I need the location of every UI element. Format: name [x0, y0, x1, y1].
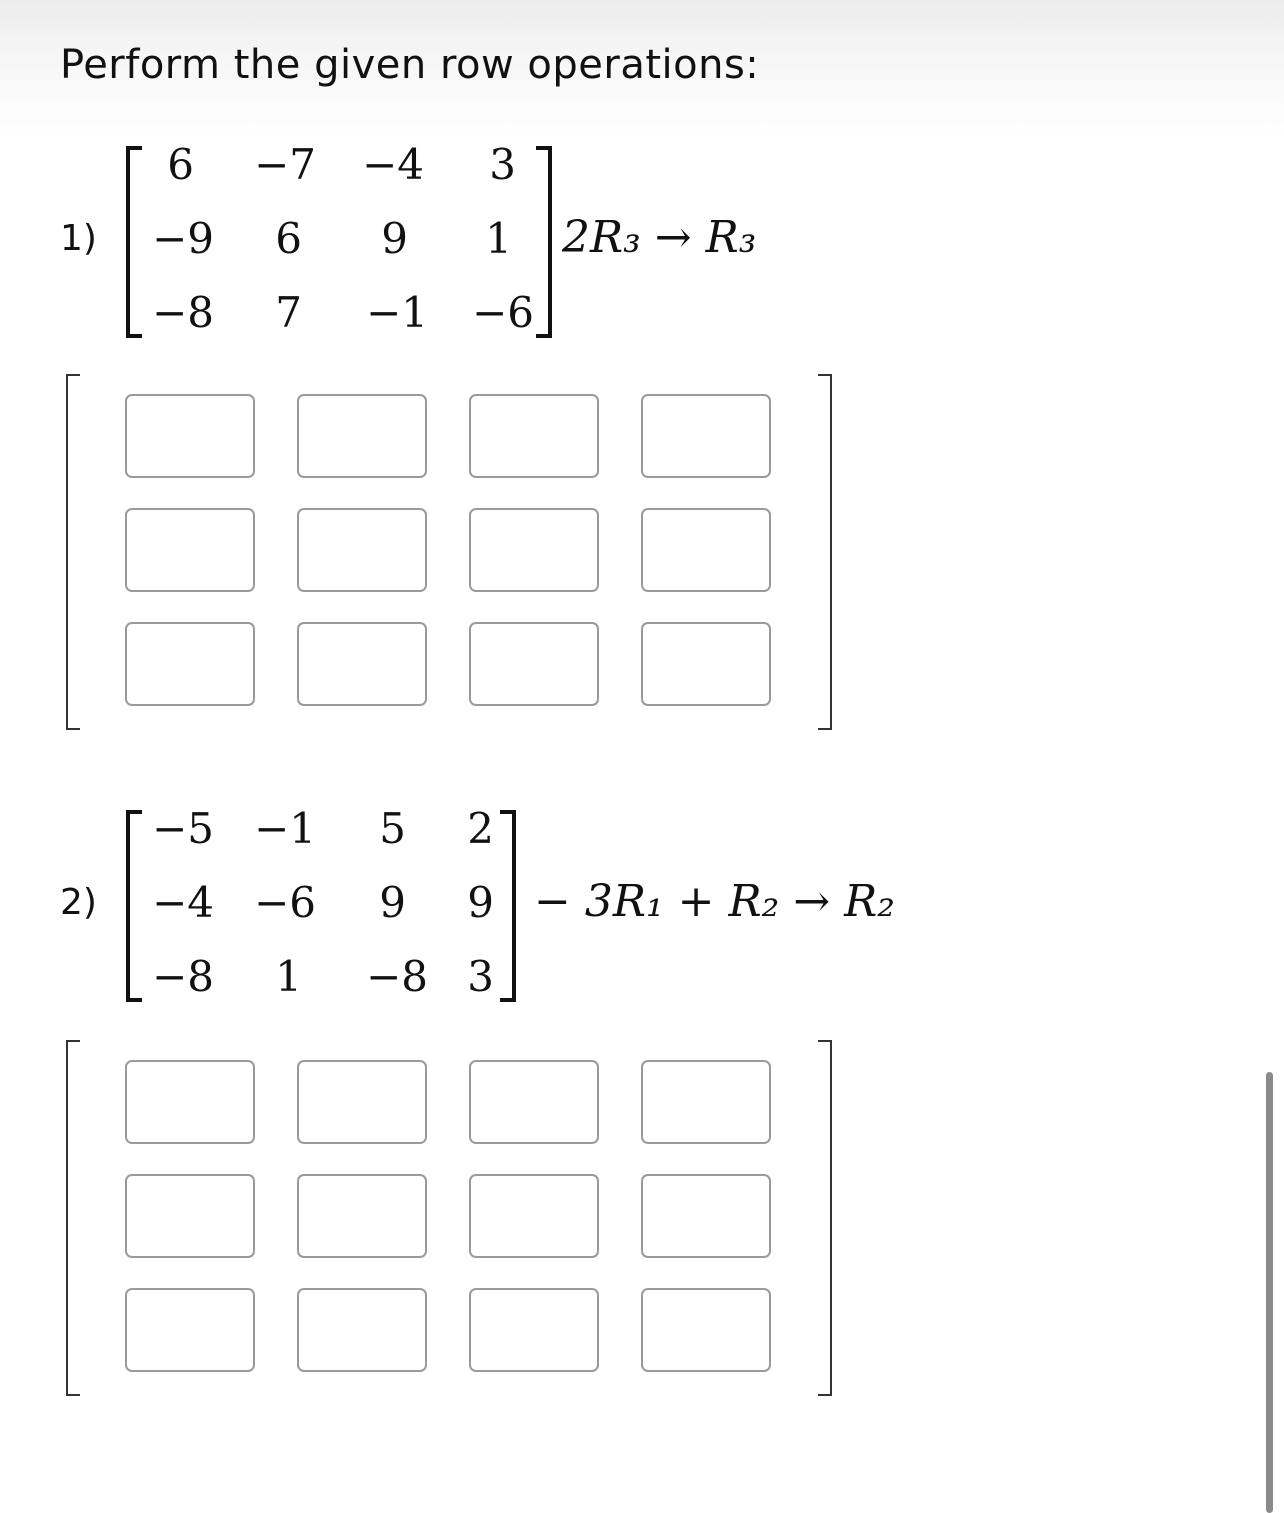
p1-answer-r2c4[interactable] [641, 508, 771, 592]
p1-entry-r1c1: 6 [167, 140, 194, 189]
p1-entry-r1c2: −7 [254, 140, 316, 189]
p1-answer-r2c1[interactable] [125, 508, 255, 592]
p1-answer-r1c1[interactable] [125, 394, 255, 478]
p2-answer-r2c3[interactable] [469, 1174, 599, 1258]
p2-answer-r3c3[interactable] [469, 1288, 599, 1372]
p2-answer-r3c4[interactable] [641, 1288, 771, 1372]
p2-answer-r1c1[interactable] [125, 1060, 255, 1144]
p1-answer-r3c1[interactable] [125, 622, 255, 706]
problem-1-operation: 2R₃ → R₃ [562, 212, 757, 263]
p1-entry-r2c2: 6 [275, 214, 302, 263]
p1-entry-r2c4: 1 [485, 214, 512, 263]
p1-answer-r3c2[interactable] [297, 622, 427, 706]
p2-answer-r2c2[interactable] [297, 1174, 427, 1258]
p1-entry-r3c3: −1 [366, 288, 428, 337]
p2-answer-r1c4[interactable] [641, 1060, 771, 1144]
p2-entry-r1c1: −5 [152, 804, 214, 853]
p2-entry-r3c3: −8 [366, 952, 428, 1001]
p1-entry-r1c3: −4 [362, 140, 424, 189]
p2-entry-r3c1: −8 [152, 952, 214, 1001]
p1-answer-r2c2[interactable] [297, 508, 427, 592]
problem-1-number: 1) [60, 218, 97, 259]
p2-answer-r1c2[interactable] [297, 1060, 427, 1144]
problem-1-matrix [126, 140, 552, 338]
p1-entry-r2c1: −9 [152, 214, 214, 263]
problem-2-operation: − 3R₁ + R₂ → R₂ [534, 876, 895, 927]
p2-entry-r3c4: 3 [467, 952, 494, 1001]
p1-answer-r2c3[interactable] [469, 508, 599, 592]
p2-entry-r1c2: −1 [254, 804, 316, 853]
vertical-scrollbar-thumb[interactable] [1266, 1072, 1273, 1513]
p1-answer-r1c4[interactable] [641, 394, 771, 478]
p1-answer-r3c3[interactable] [469, 622, 599, 706]
problem-2-number: 2) [60, 882, 97, 923]
p2-answer-r2c4[interactable] [641, 1174, 771, 1258]
p2-entry-r2c4: 9 [467, 878, 494, 927]
p1-answer-r3c4[interactable] [641, 622, 771, 706]
p1-entry-r2c3: 9 [381, 214, 408, 263]
p2-answer-r2c1[interactable] [125, 1174, 255, 1258]
p2-answer-r3c2[interactable] [297, 1288, 427, 1372]
p2-entry-r1c3: 5 [379, 804, 406, 853]
p2-entry-r2c2: −6 [254, 878, 316, 927]
p2-entry-r2c1: −4 [152, 878, 214, 927]
page-title: Perform the given row operations: [60, 42, 760, 88]
p1-answer-r1c2[interactable] [297, 394, 427, 478]
p1-entry-r3c2: 7 [275, 288, 302, 337]
p2-entry-r2c3: 9 [379, 878, 406, 927]
p1-entry-r1c4: 3 [489, 140, 516, 189]
p1-entry-r3c4: −6 [472, 288, 534, 337]
p1-answer-r1c3[interactable] [469, 394, 599, 478]
p2-answer-r3c1[interactable] [125, 1288, 255, 1372]
p2-entry-r3c2: 1 [275, 952, 302, 1001]
p2-entry-r1c4: 2 [467, 804, 494, 853]
p1-entry-r3c1: −8 [152, 288, 214, 337]
p2-answer-r1c3[interactable] [469, 1060, 599, 1144]
problem-2-matrix [126, 804, 516, 1002]
